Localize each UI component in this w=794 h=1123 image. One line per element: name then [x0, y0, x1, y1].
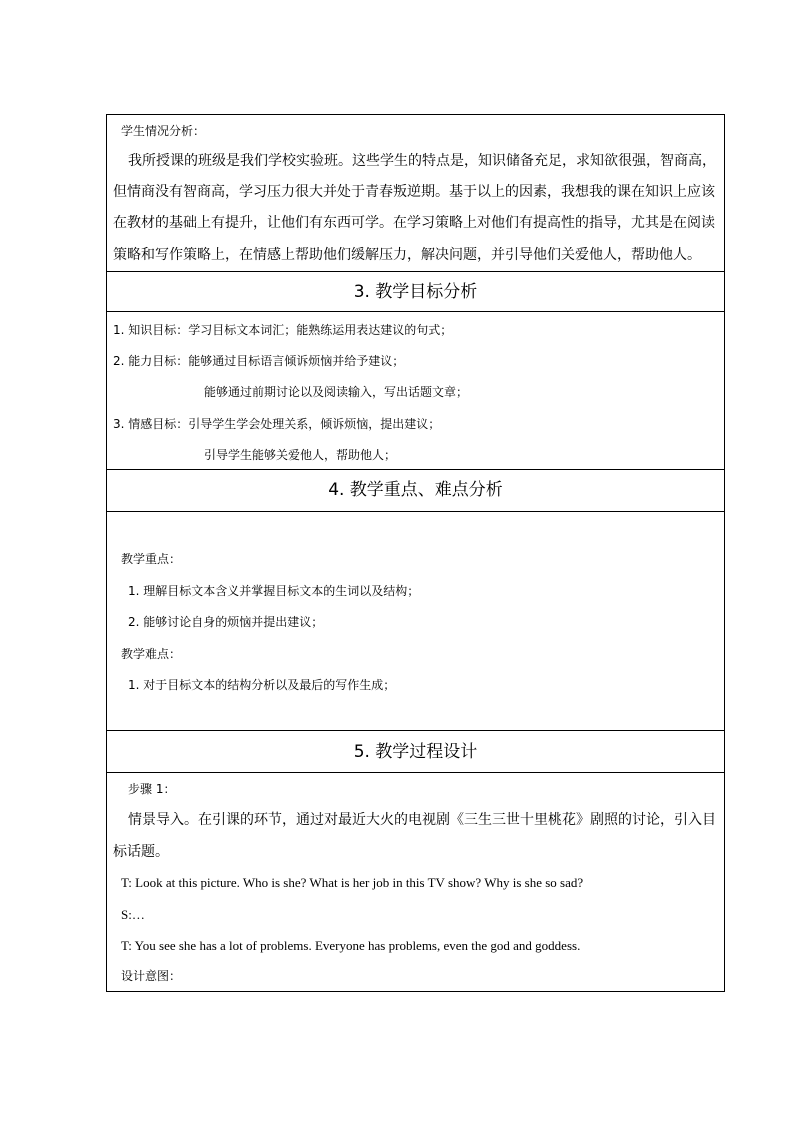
objective-item: 2. 能力目标：能够通过目标语言倾诉烦恼并给予建议；: [113, 354, 405, 368]
row-divider: [106, 772, 725, 773]
row-divider: [106, 469, 725, 470]
step-label: 步骤 1：: [128, 782, 176, 796]
student-analysis-line: 我所授课的班级是我们学校实验班。这些学生的特点是，知识储备充足，求知欲很强，智商高，: [128, 153, 716, 169]
row-divider: [106, 271, 725, 272]
focus-item: 2. 能够讨论自身的烦恼并提出建议；: [128, 615, 324, 629]
student-analysis-label: 学生情况分析：: [121, 124, 206, 138]
dialogue-line: S:…: [121, 907, 145, 922]
objective-item: 1. 知识目标：学习目标文本词汇；能熟练运用表达建议的句式；: [113, 323, 453, 337]
difficulty-label: 教学难点：: [121, 647, 182, 661]
focus-label: 教学重点：: [121, 552, 182, 566]
student-analysis-line: 但情商没有智商高，学习压力很大并处于青春叛逆期。基于以上的因素，我想我的课在知识上应该: [113, 184, 715, 200]
keypoints-heading: 4. 教学重点、难点分析: [328, 480, 503, 500]
intro-line: 标话题。: [113, 844, 169, 860]
objectives-heading: 3. 教学目标分析: [353, 282, 478, 302]
objective-item: 3. 情感目标：引导学生学会处理关系，倾诉烦恼，提出建议；: [113, 417, 441, 431]
dialogue-line: T: You see she has a lot of problems. Everyone has problems, even the god and goddess.: [121, 938, 581, 953]
difficulty-item: 1. 对于目标文本的结构分析以及最后的写作生成；: [128, 678, 396, 692]
objective-item: 能够通过前期讨论以及阅读输入，写出话题文章；: [204, 385, 469, 399]
student-analysis-line: 在教材的基础上有提升，让他们有东西可学。在学习策略上对他们有提高性的指导，尤其是在阅读: [113, 215, 715, 231]
focus-item: 1. 理解目标文本含义并掌握目标文本的生词以及结构；: [128, 584, 420, 598]
design-intent-label: 设计意图：: [121, 969, 182, 983]
process-heading: 5. 教学过程设计: [353, 742, 478, 762]
row-divider: [106, 730, 725, 731]
dialogue-line: T: Look at this picture. Who is she? What is her job in this TV show? Why is she so sad?: [121, 875, 584, 890]
row-divider: [106, 311, 725, 312]
objective-item: 引导学生能够关爱他人，帮助他人；: [204, 448, 397, 462]
student-analysis-line: 策略和写作策略上，在情感上帮助他们缓解压力，解决问题，并引导他们关爱他人，帮助他人。: [113, 247, 701, 263]
intro-line: 情景导入。在引课的环节，通过对最近大火的电视剧《三生三世十里桃花》剧照的讨论，引入目: [128, 812, 716, 828]
document-table-frame: [106, 114, 725, 992]
row-divider: [106, 511, 725, 512]
